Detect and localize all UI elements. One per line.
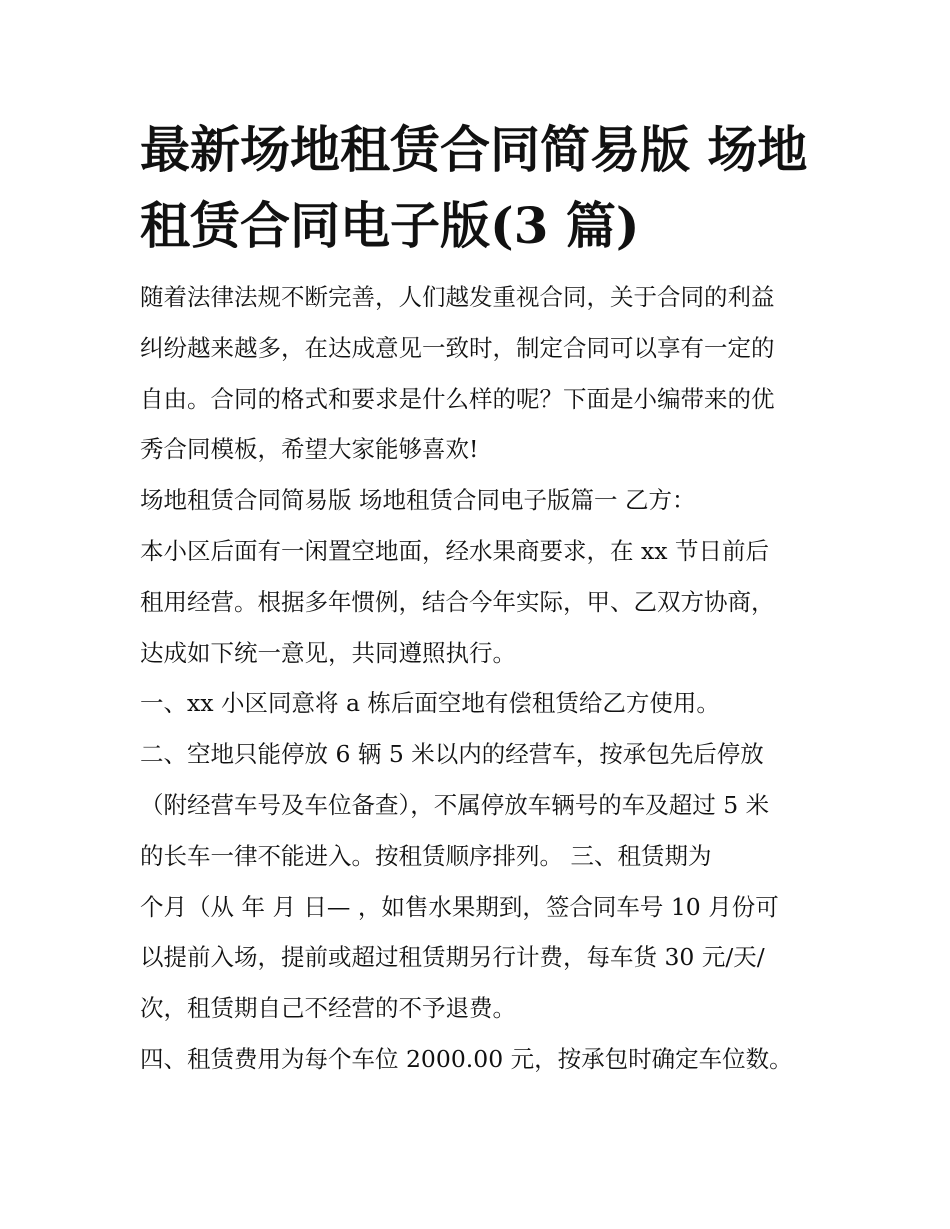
clause-line: （附经营车号及车位备查），不属停放车辆号的车及超过 5 米 (140, 790, 770, 819)
title-line: 租赁合同电子版(3 篇) (140, 196, 640, 255)
document-body (140, 272, 815, 1085)
body-line: 随着法律法规不断完善，人们越发重视合同，关于合同的利益 (140, 283, 775, 311)
body-line: 本小区后面有一闲置空地面，经水果商要求，在 xx 节日前后 (140, 536, 769, 565)
clause-line: 二、空地只能停放 6 辆 5 米以内的经营车，按承包先后停放 (140, 740, 764, 769)
clause-line: 以提前入场，提前或超过租赁期另行计费，每车货 30 元/天/ (140, 943, 765, 972)
clause-line: 的长车一律不能进入。按租赁顺序排列。 三、租赁期为 (140, 841, 712, 870)
body-line: 自由。合同的格式和要求是什么样的呢？下面是小编带来的优 (140, 384, 775, 413)
clause-line: 次，租赁期自己不经营的不予退费。 (140, 994, 516, 1023)
clause-line: 个月（从 年 月 日— ，如售水果期到，签合同车号 10 月份可 (140, 892, 779, 921)
document-page (140, 112, 815, 1085)
clause-line: 四、租赁费用为每个车位 2000.00 元，按承包时确定车位数。 (140, 1044, 793, 1073)
clause-line: 一、xx 小区同意将 a 栋后面空地有偿租赁给乙方使用。 (140, 689, 720, 718)
body-line: 纠纷越来越多，在达成意见一致时，制定合同可以享有一定的 (140, 333, 775, 362)
document-title (140, 112, 815, 264)
body-line: 达成如下统一意见，共同遵照执行。 (140, 638, 516, 667)
body-line: 租用经营。根据多年惯例，结合今年实际，甲、乙双方协商， (140, 587, 775, 616)
section-heading-line: 场地租赁合同简易版 场地租赁合同电子版篇一 乙方： (140, 486, 696, 515)
title-line: 最新场地租赁合同简易版 场地 (140, 120, 808, 179)
body-line: 秀合同模板，希望大家能够喜欢! (140, 435, 479, 464)
